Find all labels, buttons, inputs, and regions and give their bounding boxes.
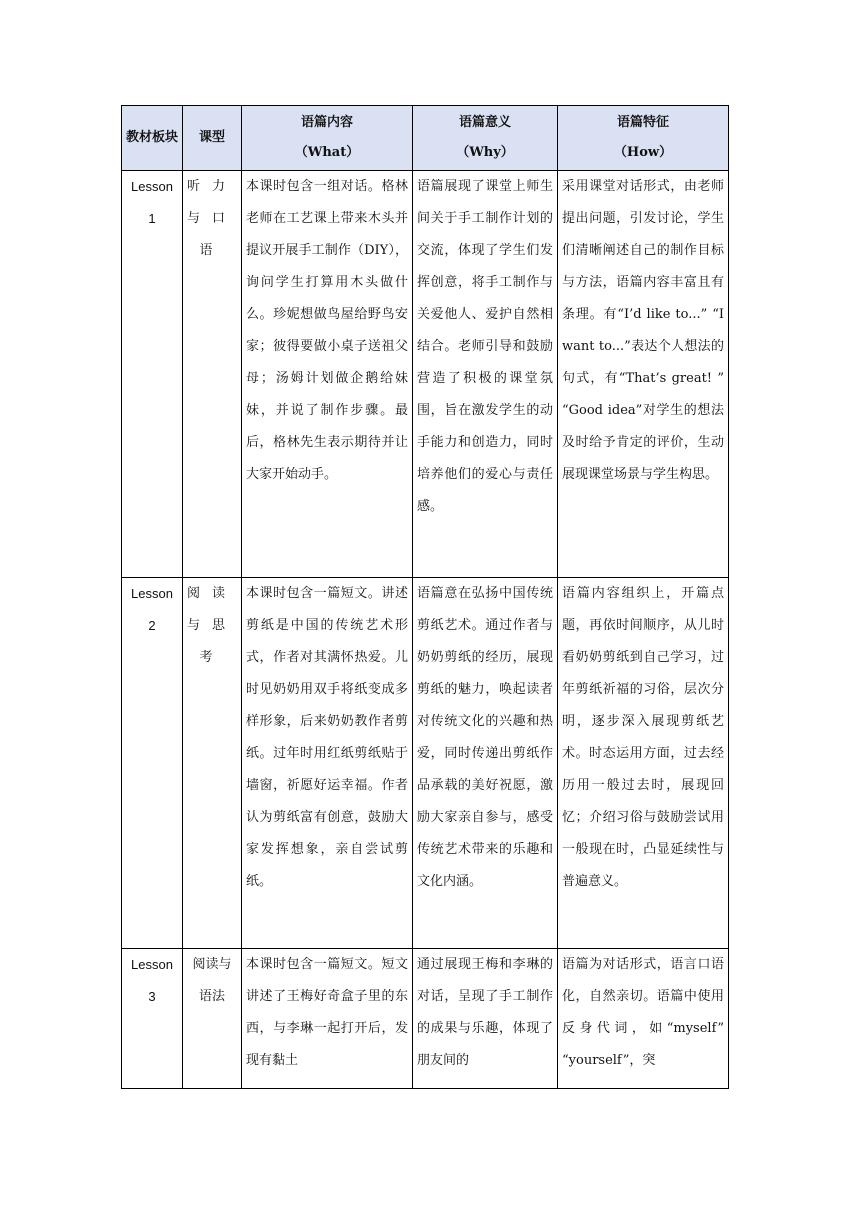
content-why: 语篇意在弘扬中国传统剪纸艺术。通过作者与奶奶剪纸的经历，展现剪纸的魅力，唤起读者对传统文化的兴趣和热爱，同时传递出剪纸作品承载的美好祝愿，激励大家亲自参与，感受传统艺术带来的乐趣和文化内涵。 xyxy=(413,578,558,949)
lesson-name: Lesson 3 xyxy=(122,949,183,1089)
lesson-analysis-table xyxy=(121,105,729,1089)
header-module: 教材板块 xyxy=(122,106,183,171)
content-how: 语篇为对话形式，语言口语化，自然亲切。语篇中使用反身代词，如“myself” “yourself”，突 xyxy=(558,949,729,1089)
header-how: 语篇特征 （How） xyxy=(558,106,729,171)
header-what: 语篇内容 （What） xyxy=(242,106,413,171)
content-why: 语篇展现了课堂上师生间关于手工制作计划的交流，体现了学生们发挥创意，将手工制作与关爱他人、爱护自然相结合。老师引导和鼓励营造了积极的课堂氛围，旨在激发学生的动手能力和创造力，同时培养他们的爱心与责任感。 xyxy=(413,171,558,578)
table-row xyxy=(122,578,729,949)
content-what: 本课时包含一组对话。格林老师在工艺课上带来木头并提议开展手工制作（DIY），询问学生打算用木头做什么。珍妮想做鸟屋给野鸟安家；彼得要做小桌子送祖父母；汤姆计划做企鹅给妹妹，并说了制作步骤。最后，格林先生表示期待并让大家开始动手。 xyxy=(242,171,413,578)
header-type: 课型 xyxy=(183,106,242,171)
header-why: 语篇意义 （Why） xyxy=(413,106,558,171)
table-header-row xyxy=(122,106,729,171)
table-row xyxy=(122,949,729,1089)
content-how: 采用课堂对话形式，由老师提出问题，引发讨论，学生们清晰阐述自己的制作目标与方法，语篇内容丰富且有条理。有“I’d like to...” “I want to...”表达个人想法的句式，有“That’s great! ” “Good idea”对学生的想法及时给予肯定的评价，生动展现课堂场景与学生构思。 xyxy=(558,171,729,578)
content-what: 本课时包含一篇短文。短文讲述了王梅好奇盒子里的东西，与李琳一起打开后，发现有黏土 xyxy=(242,949,413,1089)
lesson-type: 阅读与语法 xyxy=(183,949,242,1089)
content-why: 通过展现王梅和李琳的对话，呈现了手工制作的成果与乐趣，体现了朋友间的 xyxy=(413,949,558,1089)
table-row xyxy=(122,171,729,578)
lesson-type: 阅读与思考 xyxy=(183,578,242,949)
lesson-name: Lesson 2 xyxy=(122,578,183,949)
content-how: 语篇内容组织上，开篇点题，再依时间顺序，从儿时看奶奶剪纸到自己学习，过年剪纸祈福的习俗，层次分明，逐步深入展现剪纸艺术。时态运用方面，过去经历用一般过去时，展现回忆；介绍习俗与鼓励尝试用一般现在时，凸显延续性与普遍意义。 xyxy=(558,578,729,949)
content-what: 本课时包含一篇短文。讲述剪纸是中国的传统艺术形式，作者对其满怀热爱。儿时见奶奶用双手将纸变成多样形象，后来奶奶教作者剪纸。过年时用红纸剪纸贴于墙窗，祈愿好运幸福。作者认为剪纸富有创意，鼓励大家发挥想象，亲自尝试剪纸。 xyxy=(242,578,413,949)
lesson-name: Lesson 1 xyxy=(122,171,183,578)
lesson-type: 听力与口语 xyxy=(183,171,242,578)
